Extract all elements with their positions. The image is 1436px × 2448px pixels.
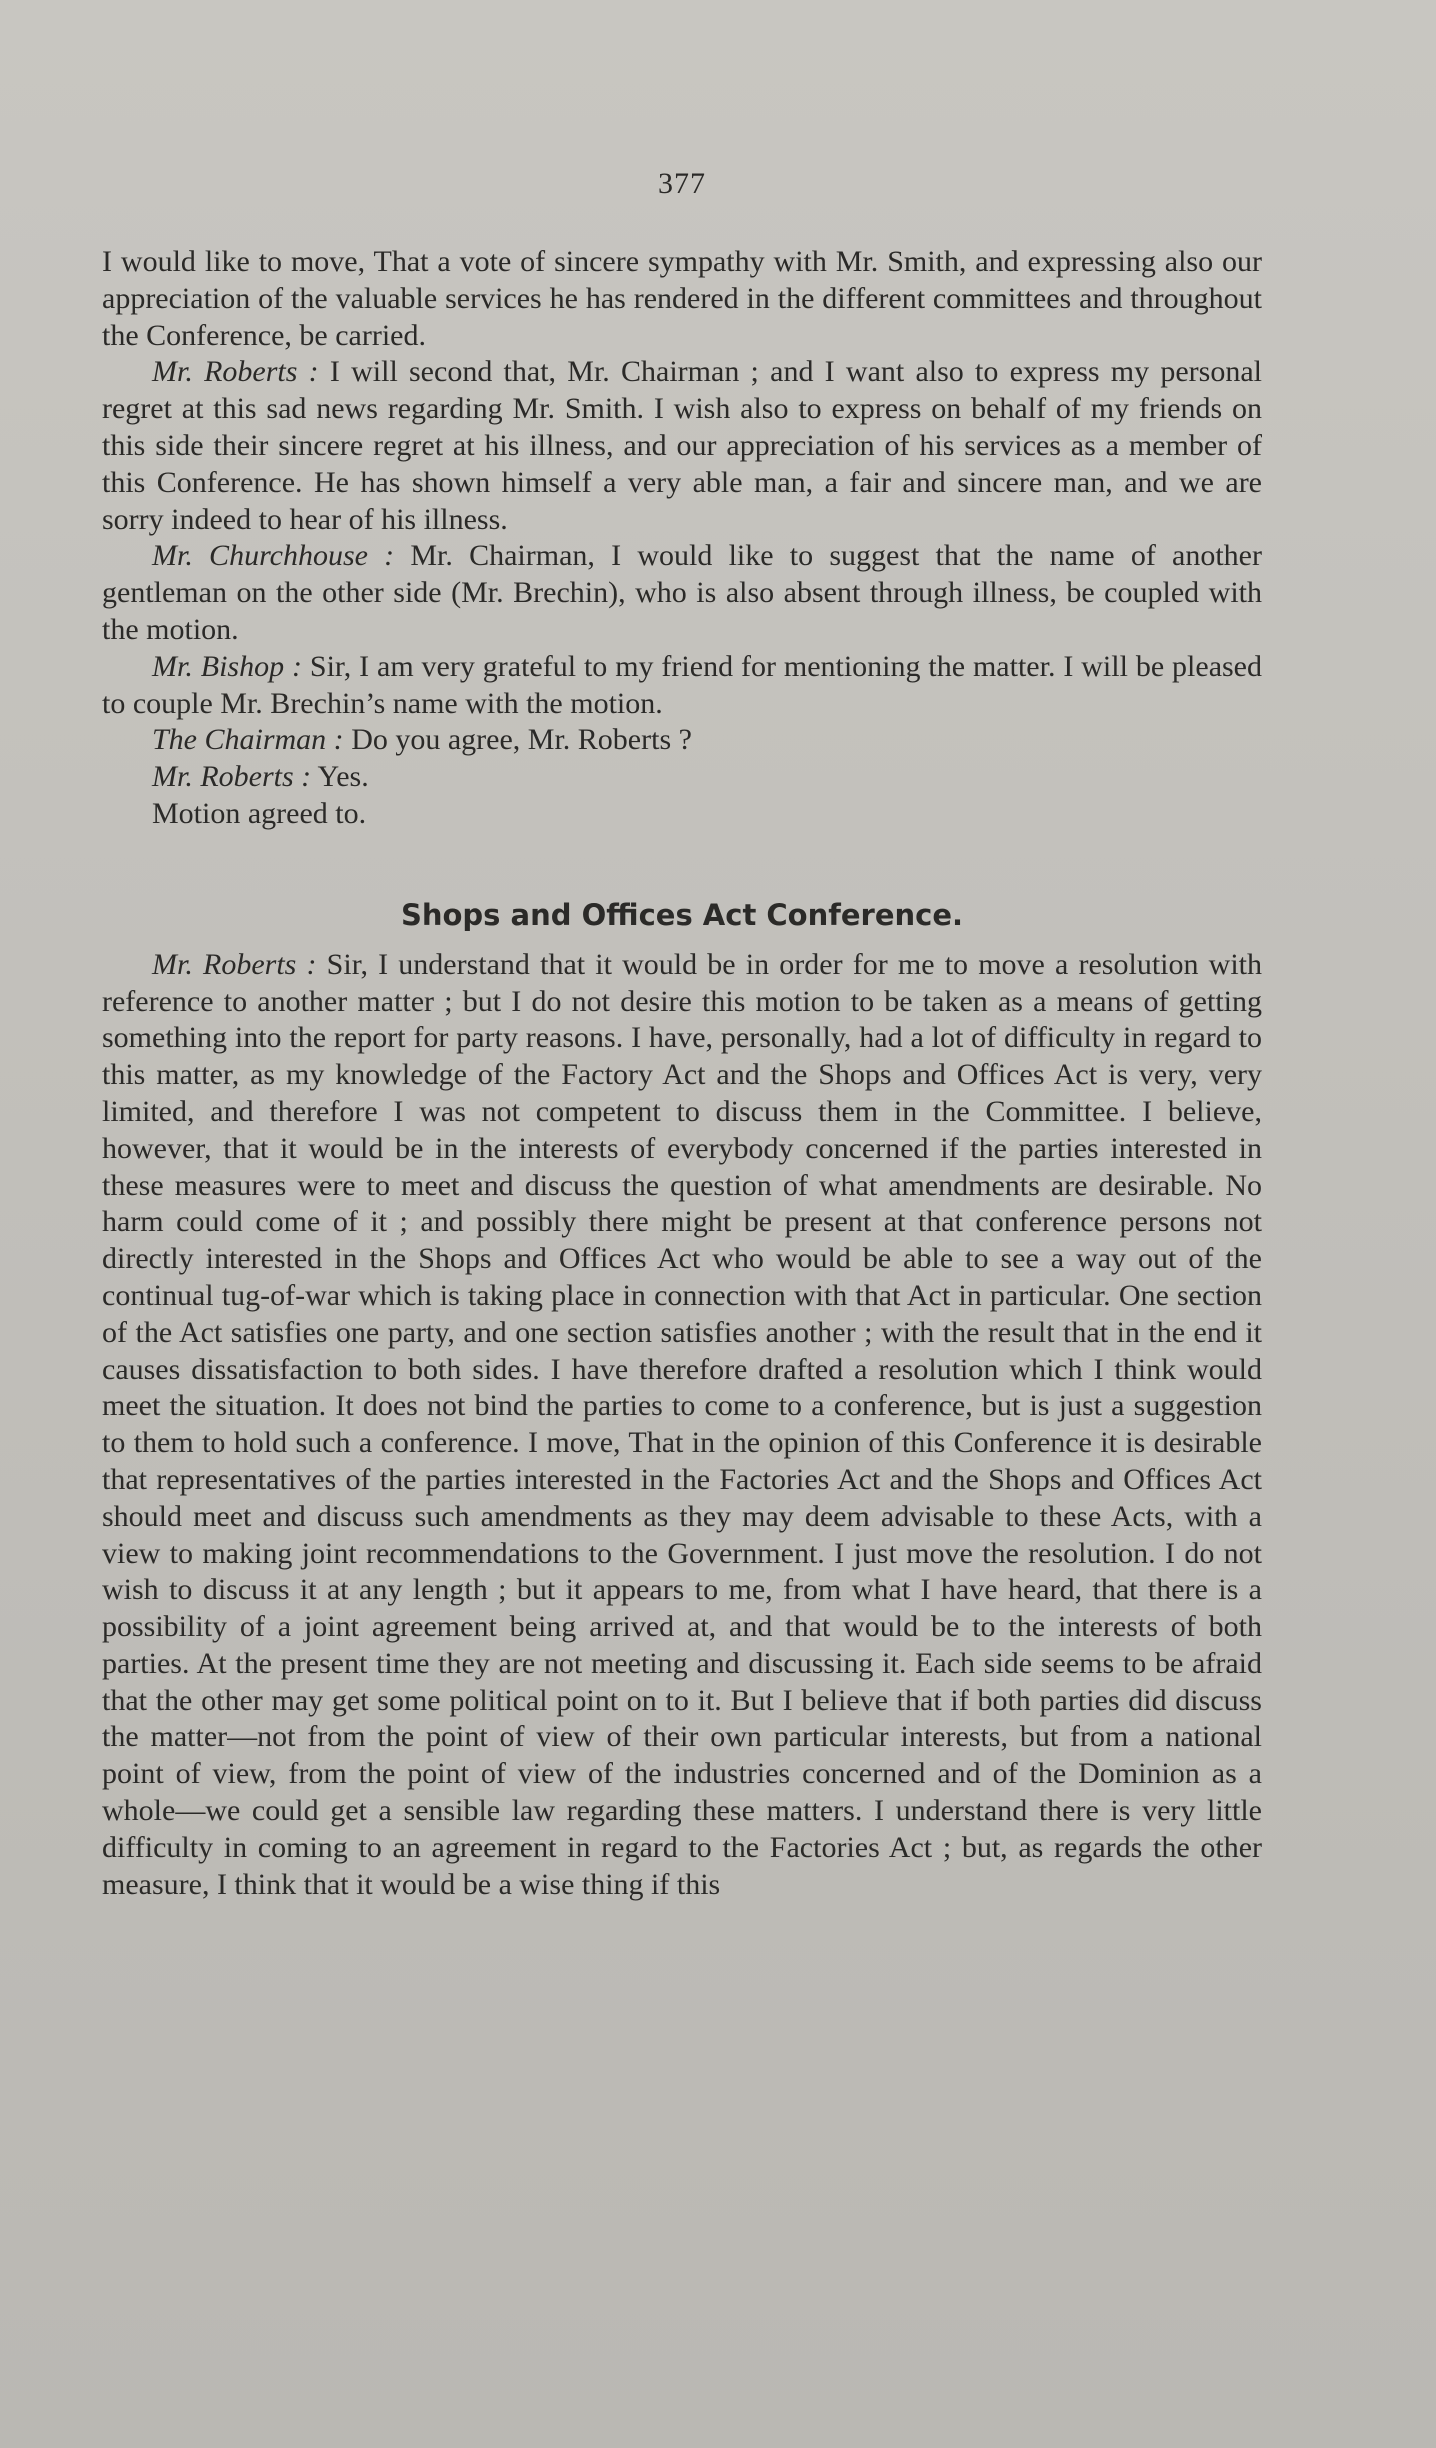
speech-text: I will second that, Mr. Chairman ; and I want also to express my personal regret at this sad news regarding Mr. Smith. I wish also to express on behalf of my friends on this side their sincere regret at his illness, and our appreciation of his services as a member of this Conference. He has shown himself a very able man, a fair and sincere man, and we are sorry indeed to hear of his illness. [102,355,1262,536]
churchhouse-paragraph [102,538,1262,648]
section-heading: Shops and Offices Act Conference. [400,897,964,932]
speech-text: Sir, I am very grateful to my friend for mentioning the matter. I will be pleased to couple Mr. Brechin’s name with the motion. [102,649,1262,720]
speech-text: Mr. Chairman, I would like to suggest that the name of another gentleman on the other side (Mr. Brechin), who is also absent through illness, be coupled with the motion. [102,539,1262,646]
speech-text: Yes. [311,760,369,794]
roberts-yes-paragraph [102,759,1262,796]
speaker-label: Mr. Churchhouse : [152,539,395,573]
page-number: 377 [658,167,706,200]
speaker-label: Mr. Bishop : [152,649,302,683]
roberts-resolution-paragraph [102,947,1262,1904]
bishop-paragraph [102,649,1262,723]
speaker-label: The Chairman : [152,723,344,757]
chairman-paragraph [102,722,1262,759]
speaker-label: Mr. Roberts : [152,760,312,794]
motion-proposal-paragraph: I would like to move, That a vote of sincere sympathy with Mr. Smith, and expressing also our appreciation of the valuable services he has rendered in the different committees and throughout the Conference, be carried. [102,245,1262,352]
motion-agreed-paragraph: Motion agreed to. [152,796,367,830]
speech-text: Sir, I understand that it would be in order for me to move a resolution with reference to another matter ; but I do not desire this motion to be taken as a means of getting something into the report for party reasons. I have, personally, had a lot of difficulty in regard to this matter, as my knowledge of the Factory Act and the Shops and Offices Act is very, very limited, and therefore I was not competent to discuss them in the Committee. I believe, however, that it would be in the interests of everybody concerned if the parties interested in these measures were to meet and discuss the question of what amendments are desirable. No harm could come of it ; and possibly there might be present at that conference persons not directly interested in the Shops and Offices Act who would be able to see a way out of the continual tug-of-war which is taking place in connection with that Act in particular. One section of the Act satisfies one party, and one section satisfies another ; with the result that in the end it causes dissatisfaction to both sides. I have therefore drafted a resolution which I think would meet the situation. It does not bind the parties to come to a conference, but is just a suggestion to them to hold such a conference. I move, That in the opinion of this Conference it is desirable that representatives of the parties interested in the Factories Act and the Shops and Offices Act should meet and discuss such amendments as they may deem advisable to these Acts, with a view to making joint recommendations to the Government. I just move the resolution. I do not wish to discuss it at any length ; but it appears to me, from what I have heard, that there is a possibility of a joint agreement being arrived at, and that would be to the interests of both parties. At the present time they are not meeting and discussing it. Each side seems to be afraid that the other may get some political point on to it. But I believe that if both parties did discuss the matter—not from the point of view of their own particular interests, but from a national point of view, from the point of view of the industries concerned and of the Dominion as a whole—we could get a sensible law regarding these matters. I understand there is very little difficulty in coming to an agreement in regard to the Factories Act ; but, as regards the other measure, I think that it would be a wise thing if this [102,947,1262,1901]
speaker-label: Mr. Roberts : [152,355,319,389]
speaker-label: Mr. Roberts : [152,947,317,981]
speech-text: Do you agree, Mr. Roberts ? [343,723,692,757]
text-column [102,166,1262,1903]
roberts-second-paragraph [102,354,1262,538]
